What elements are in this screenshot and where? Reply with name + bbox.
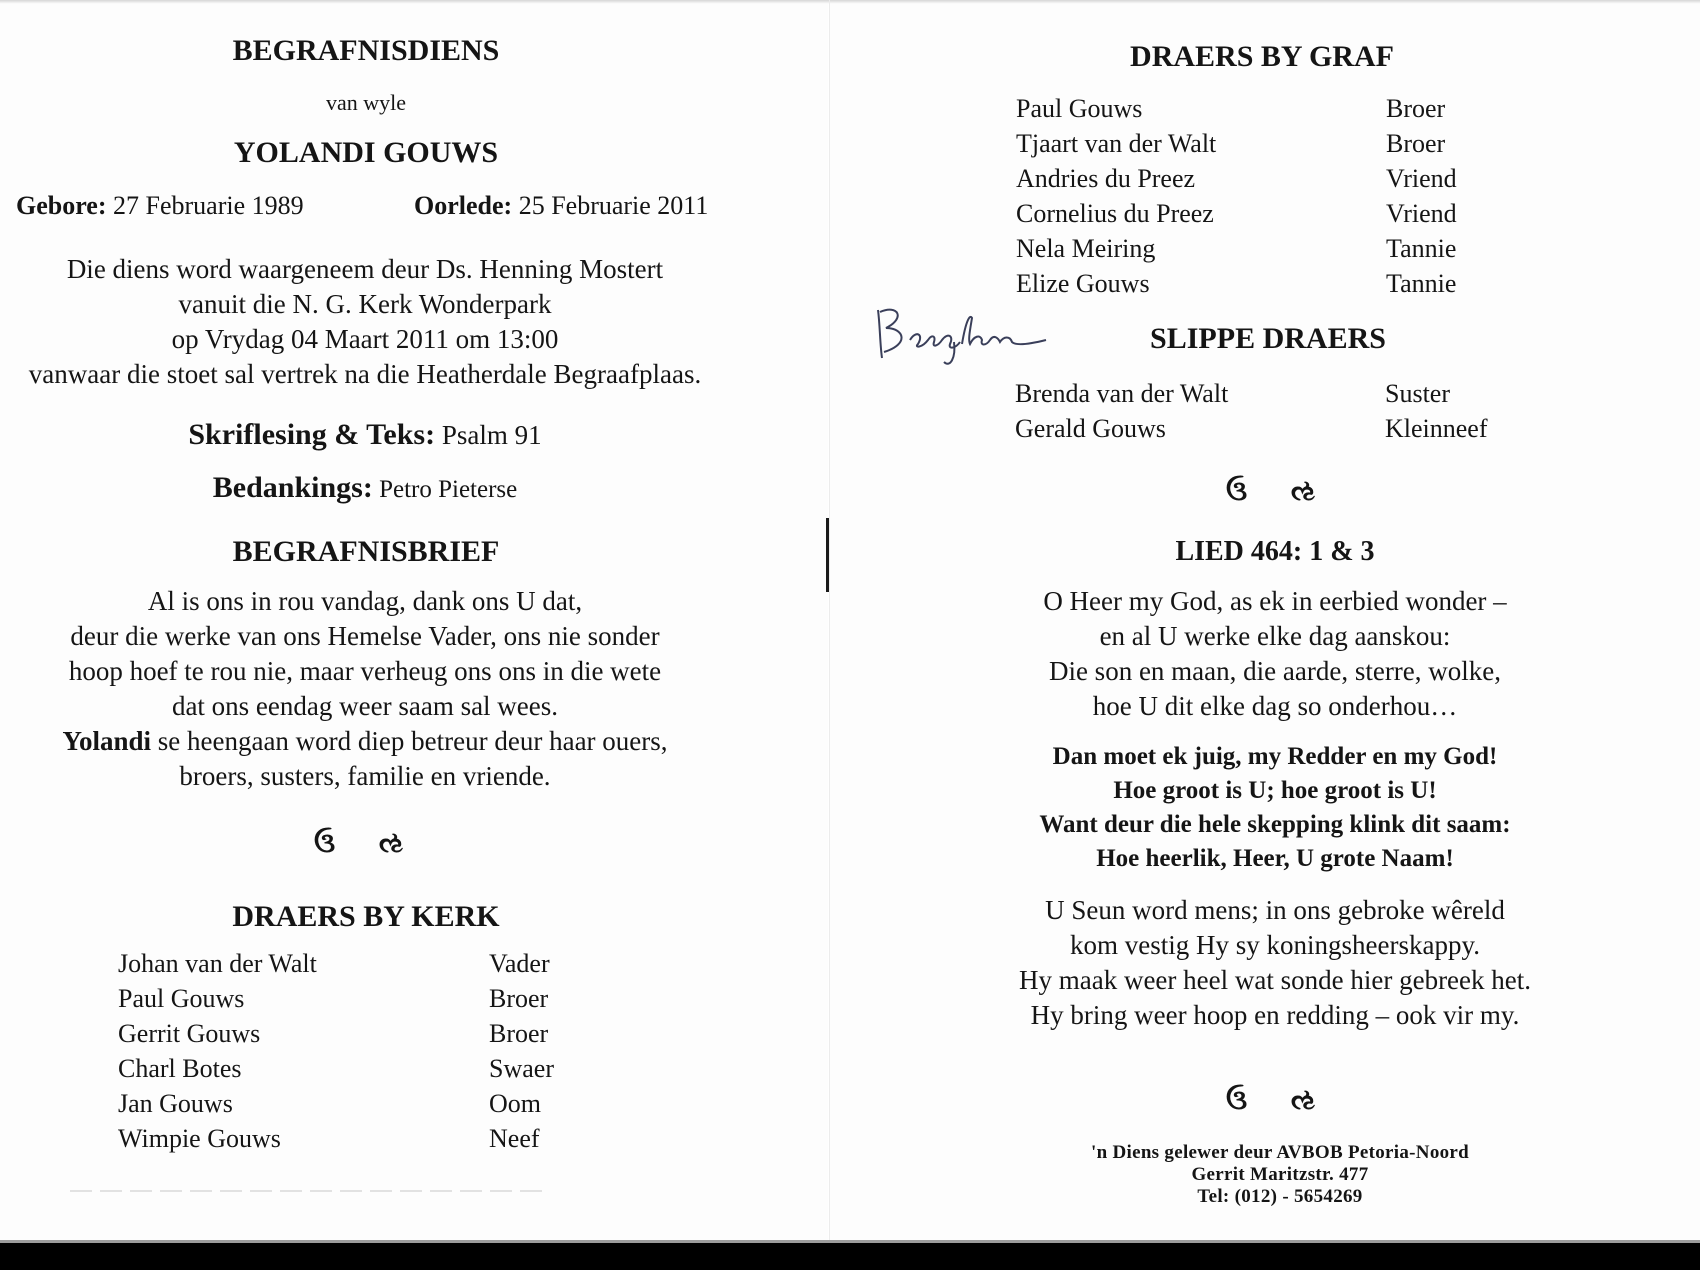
verse3-line-1: U Seun word mens; in ons gebroke wêreld (1045, 895, 1505, 925)
deceased-name: YOLANDI GOUWS (233, 136, 499, 169)
letter-rest: se heengaan word diep betreur deur haar ouers, (151, 726, 668, 756)
church-bearers-title: DRAERS BY KERK (232, 900, 500, 933)
service-line-4: vanwaar die stoet sal vertrek na die Heatherdale Begraafplaas. (28, 359, 702, 389)
bearer-relation: Broer (1386, 94, 1446, 123)
bearer-name: Gerrit Gouws (118, 1019, 261, 1048)
list-item (1016, 231, 1516, 266)
footer-line-2: Gerrit Maritzstr. 477 (1191, 1164, 1369, 1185)
reading-label: Skriflesing & Teks: (188, 418, 436, 451)
bearer-relation: Broer (489, 984, 549, 1013)
bearer-name: Wimpie Gouws (118, 1124, 281, 1153)
list-item (1015, 411, 1515, 446)
ornament-left-glyph: ઉ (1226, 474, 1248, 507)
bearer-relation: Vriend (1386, 199, 1457, 228)
list-item (118, 1016, 588, 1051)
bearer-name: Gerald Gouws (1015, 414, 1166, 443)
bearer-relation: Tannie (1386, 269, 1457, 298)
slip-bearers-list (1015, 376, 1515, 446)
service-line-1: Die diens word waargeneem deur Ds. Henning Mostert (66, 254, 664, 284)
died-label: Oorlede: (414, 191, 513, 220)
thanks-row (0, 471, 730, 505)
ornament-right-glyph: ઌ (1290, 474, 1316, 507)
grave-bearers-list (1016, 91, 1516, 301)
verse1-line-2: en al U werke elke dag aanskou: (1099, 621, 1451, 651)
bearer-name: Jan Gouws (118, 1089, 233, 1118)
letter-line-6: broers, susters, familie en vriende. (179, 761, 551, 791)
footer-block (1010, 1142, 1550, 1208)
verse3-line-4: Hy bring weer hoop en redding – ook vir my. (1030, 1000, 1520, 1030)
thanks-label: Bedankings: (212, 471, 373, 504)
fold-mark (826, 518, 829, 592)
list-item (118, 981, 588, 1016)
list-item (118, 1121, 588, 1156)
died-row (414, 191, 734, 221)
ornament-left-page (314, 826, 404, 860)
list-item (1015, 376, 1515, 411)
bearer-name: Tjaart van der Walt (1016, 129, 1217, 158)
letter-line-3: hoop hoef te rou nie, maar verheug ons ons in die wete (68, 656, 662, 686)
bearer-relation: Vriend (1386, 164, 1457, 193)
scan-border-edge (0, 1240, 1700, 1243)
list-item (1016, 266, 1516, 301)
list-item (1016, 196, 1516, 231)
bearer-name: Charl Botes (118, 1054, 242, 1083)
verse3-line-3: Hy maak weer heel wat sonde hier gebreek het. (1018, 965, 1532, 995)
list-item (118, 946, 588, 981)
verse1-line-1: O Heer my God, as ek in eerbied wonder – (1043, 586, 1507, 616)
letter-name: Yolandi (62, 726, 151, 756)
bearer-name: Johan van der Walt (118, 949, 317, 978)
ornament-left-glyph: ઉ (1226, 1083, 1248, 1116)
verse1-line-3: Die son en maan, die aarde, sterre, wolke, (1048, 656, 1502, 686)
reading-value: Psalm 91 (441, 420, 542, 450)
slip-bearers-title: SLIPPE DRAERS (1150, 322, 1386, 355)
bearer-relation: Oom (489, 1089, 541, 1118)
ornament-right-glyph: ઌ (1290, 1083, 1316, 1116)
ornament-lower-right (1226, 1083, 1316, 1117)
bearer-name: Paul Gouws (118, 984, 245, 1013)
faint-smudge (70, 1190, 550, 1192)
verse3-line-2: kom vestig Hy sy koningsheerskappy. (1070, 930, 1480, 960)
bearer-name: Brenda van der Walt (1015, 379, 1229, 408)
footer-line-3: Tel: (012) - 5654269 (1197, 1186, 1363, 1207)
list-item (118, 1051, 588, 1086)
list-item (1016, 126, 1516, 161)
letter-line-4: dat ons eendag weer saam sal wees. (171, 691, 559, 721)
bearer-relation: Broer (489, 1019, 549, 1048)
list-item (118, 1086, 588, 1121)
bearer-name: Andries du Preez (1016, 164, 1196, 193)
letter-title: BEGRAFNISBRIEF (232, 535, 500, 568)
page-top-edge (0, 0, 1700, 4)
bearer-relation: Broer (1386, 129, 1446, 158)
letter-line-5 (0, 724, 730, 759)
reading-row (0, 418, 730, 452)
chorus-line-2: Hoe groot is U; hoe groot is U! (1113, 777, 1437, 804)
church-bearers-list (118, 946, 588, 1156)
bearer-relation: Suster (1385, 379, 1450, 408)
bearer-name: Elize Gouws (1016, 269, 1150, 298)
center-fold (829, 0, 830, 1240)
ornament-upper-right (1226, 474, 1316, 508)
chorus-line-4: Hoe heerlik, Heer, U grote Naam! (1096, 845, 1454, 872)
chorus-line-1: Dan moet ek juig, my Redder en my God! (1052, 743, 1498, 770)
bearer-relation: Neef (489, 1124, 540, 1153)
thanks-value: Petro Pieterse (379, 476, 518, 503)
list-item (1016, 91, 1516, 126)
bearer-name: Paul Gouws (1016, 94, 1143, 123)
bearer-relation: Tannie (1386, 234, 1457, 263)
born-date: 27 Februarie 1989 (113, 191, 304, 220)
died-date: 25 Februarie 2011 (518, 191, 709, 220)
bearer-name: Nela Meiring (1016, 234, 1156, 263)
chorus-line-3: Want deur die hele skepping klink dit saam: (1039, 811, 1511, 838)
hymn-title: LIED 464: 1 & 3 (1175, 536, 1375, 567)
letter-line-1: Al is ons in rou vandag, dank ons U dat, (147, 586, 583, 616)
handwritten-signature (870, 300, 1050, 380)
bearer-relation: Swaer (489, 1054, 554, 1083)
born-row (16, 191, 336, 221)
bearer-relation: Kleinneef (1385, 414, 1488, 443)
page-title: BEGRAFNISDIENS (232, 34, 500, 67)
bearer-relation: Vader (489, 949, 550, 978)
bearer-name: Cornelius du Preez (1016, 199, 1214, 228)
grave-bearers-title: DRAERS BY GRAF (1130, 40, 1394, 73)
letter-line-2: deur die werke van ons Hemelse Vader, ons nie sonder (70, 621, 660, 651)
ornament-left-glyph: ઉ (314, 826, 336, 859)
footer-line-1: 'n Diens gelewer deur AVBOB Petoria-Noord (1090, 1142, 1470, 1163)
subtitle: van wyle (325, 90, 407, 115)
ornament-right-glyph: ઌ (378, 826, 404, 859)
scan-bottom-border (0, 1240, 1700, 1270)
service-line-3: op Vrydag 04 Maart 2011 om 13:00 (171, 324, 559, 354)
born-label: Gebore: (16, 191, 107, 220)
list-item (1016, 161, 1516, 196)
verse1-line-4: hoe U dit elke dag so onderhou… (1092, 691, 1458, 721)
service-line-2: vanuit die N. G. Kerk Wonderpark (178, 289, 552, 319)
